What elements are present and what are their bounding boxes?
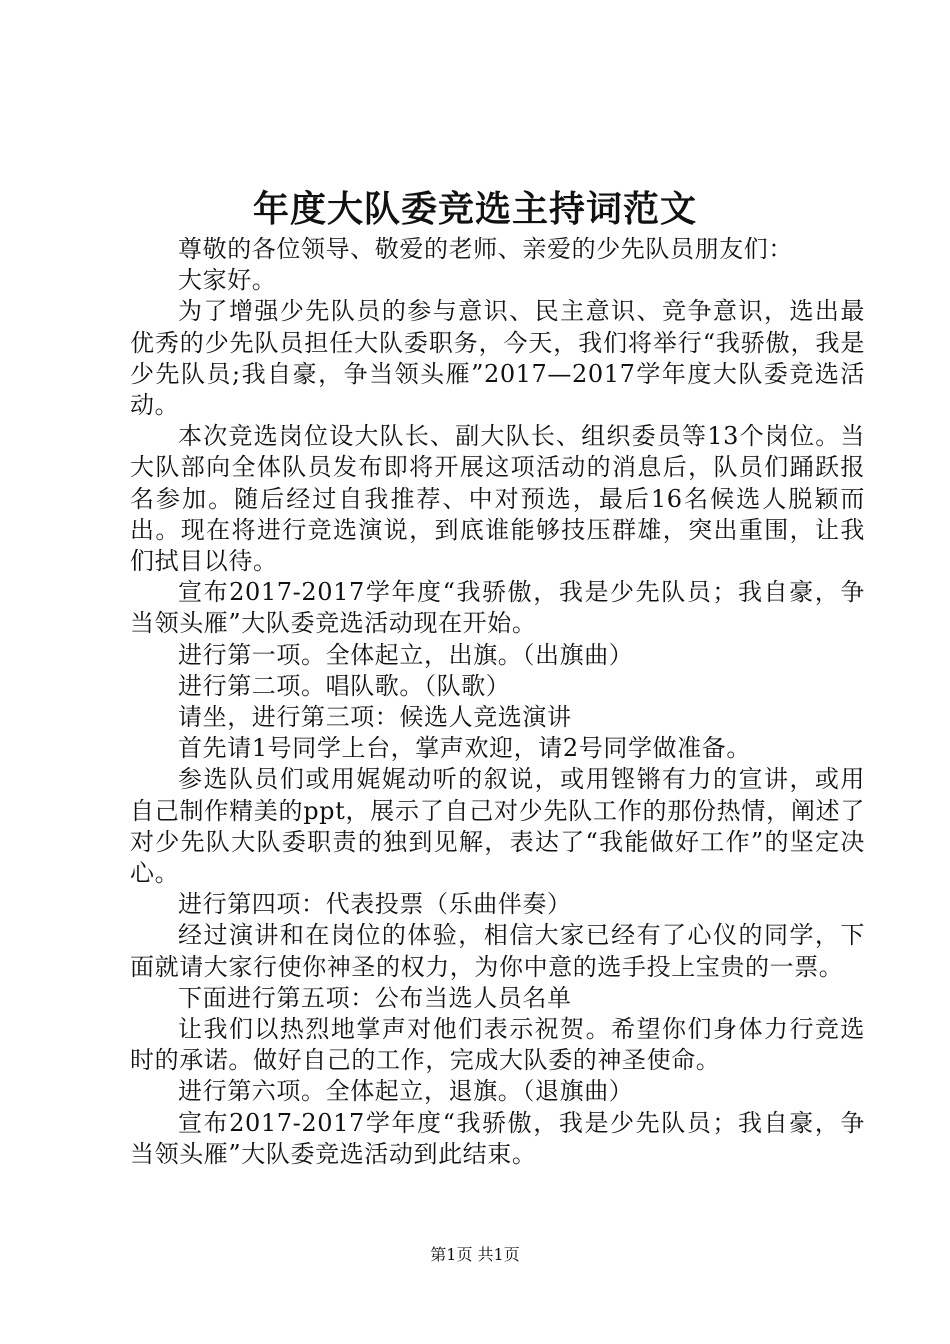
paragraph-item-two: 进行第二项。唱队歌。（队歌） [178, 671, 511, 700]
paragraph-intro: 为了增强少先队员的参与意识、民主意识、竞争意识，选出最优秀的少先队员担任大队委职务，今天，我们将举行“我骄傲，我是少先队员;我自豪，争当领头雁”2017—2017学年度大队委竞选活动。 [130, 297, 865, 420]
paragraph-hello: 大家好。 [178, 266, 277, 295]
paragraph-item-five: 下面进行第五项：公布当选人员名单 [178, 983, 572, 1012]
paragraph-first-speaker: 首先请1号同学上台，掌声欢迎，请2号同学做准备。 [178, 734, 751, 763]
paragraph-positions: 本次竞选岗位设大队长、副大队长、组织委员等13个岗位。当大队部向全体队员发布即将开展这项活动的消息后，队员们踊跃报名参加。随后经过自我推荐、中对预选，最后16名候选人脱颖而出。现在将进行竞选演说，到底谁能够技压群雄，突出重围，让我们拭目以待。 [130, 422, 865, 576]
paragraph-item-three: 请坐，进行第三项：候选人竞选演讲 [178, 703, 572, 732]
paragraph-voting: 经过演讲和在岗位的体验，相信大家已经有了心仪的同学，下面就请大家行使你神圣的权力，为你中意的选手投上宝贵的一票。 [130, 921, 865, 981]
paragraph-item-one: 进行第一项。全体起立，出旗。（出旗曲） [178, 640, 634, 669]
paragraph-congratulations: 让我们以热烈地掌声对他们表示祝贺。希望你们身体力行竞选时的承诺。做好自己的工作，完成大队委的神圣使命。 [130, 1015, 865, 1075]
document-title: 年度大队委竞选主持词范文 [252, 188, 697, 230]
paragraph-item-six: 进行第六项。全体起立，退旗。（退旗曲） [178, 1077, 634, 1106]
page-number-footer: 第1页 共1页 [430, 1245, 520, 1264]
paragraph-greeting: 尊敬的各位领导、敬爱的老师、亲爱的少先队员朋友们： [178, 235, 793, 263]
paragraph-announce-start: 宣布2017-2017学年度“我骄傲，我是少先队员；我自豪，争当领头雁”大队委竞选活动现在开始。 [130, 578, 865, 638]
document-body [130, 234, 865, 1170]
paragraph-announce-end: 宣布2017-2017学年度“我骄傲，我是少先队员；我自豪，争当领头雁”大队委竞选活动到此结束。 [130, 1108, 865, 1168]
paragraph-speeches: 参选队员们或用娓娓动听的叙说，或用铿锵有力的宣讲，或用自己制作精美的ppt，展示了自己对少先队工作的那份热情，阐述了对少先队大队委职责的独到见解，表达了“我能做好工作”的坚定决心。 [130, 765, 865, 888]
paragraph-item-four: 进行第四项：代表投票（乐曲伴奏） [178, 890, 572, 919]
